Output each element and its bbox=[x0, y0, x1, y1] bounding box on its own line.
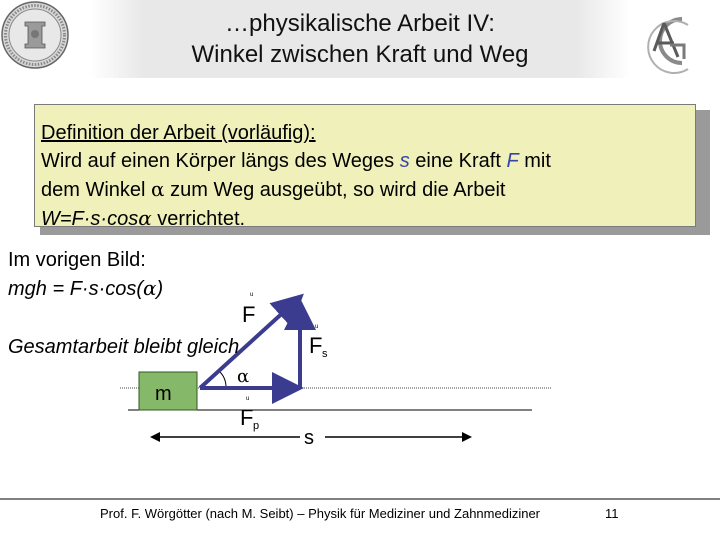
title-line-2: Winkel zwischen Kraft und Weg bbox=[191, 41, 529, 68]
def-text: Wird auf einen Körper längs des Weges bbox=[41, 150, 400, 172]
title-line-1: …physikalische Arbeit IV: bbox=[225, 10, 495, 37]
def-text: verrichtet. bbox=[151, 208, 246, 230]
angle-alpha-label: α bbox=[237, 366, 250, 387]
formula-alpha: α bbox=[143, 276, 157, 300]
force-s-subscript: s bbox=[322, 348, 328, 360]
force-p-vector-mark: ᵘ bbox=[246, 394, 250, 404]
force-p-subscript: p bbox=[253, 420, 260, 432]
force-label: F bbox=[242, 302, 256, 327]
total-work-note: Gesamtarbeit bleibt gleich bbox=[8, 336, 240, 358]
distance-label: s bbox=[304, 427, 314, 449]
def-alpha-symbol: α bbox=[151, 177, 165, 201]
def-path-symbol: s bbox=[399, 150, 410, 172]
force-s-label: F bbox=[309, 333, 323, 358]
angle-arc bbox=[219, 371, 226, 386]
def-text: zum Weg ausgeübt, so wird die Arbeit bbox=[164, 179, 506, 201]
page-number: 11 bbox=[605, 506, 619, 521]
force-s-vector-mark: ᵘ bbox=[315, 322, 319, 332]
def-formula: W=F·s·cos bbox=[41, 208, 139, 230]
def-force-symbol: F bbox=[506, 150, 519, 172]
mass-label: m bbox=[155, 383, 172, 405]
formula-text: ) bbox=[156, 278, 164, 300]
definition-heading: Definition der Arbeit (vorläufig): bbox=[41, 122, 316, 144]
formula-text: mgh = F·s·cos( bbox=[8, 278, 144, 300]
force-p-label: F bbox=[240, 405, 254, 430]
def-text: dem Winkel bbox=[41, 179, 152, 201]
footer-author: Prof. F. Wörgötter (nach M. Seibt) – Physik für Mediziner und Zahnmediziner bbox=[100, 506, 541, 521]
def-text: mit bbox=[518, 150, 551, 172]
previous-image-label: Im vorigen Bild: bbox=[8, 249, 146, 271]
force-vector-mark: ᵘ bbox=[250, 290, 254, 300]
def-text: eine Kraft bbox=[409, 150, 507, 172]
def-alpha-symbol: α bbox=[138, 206, 152, 230]
